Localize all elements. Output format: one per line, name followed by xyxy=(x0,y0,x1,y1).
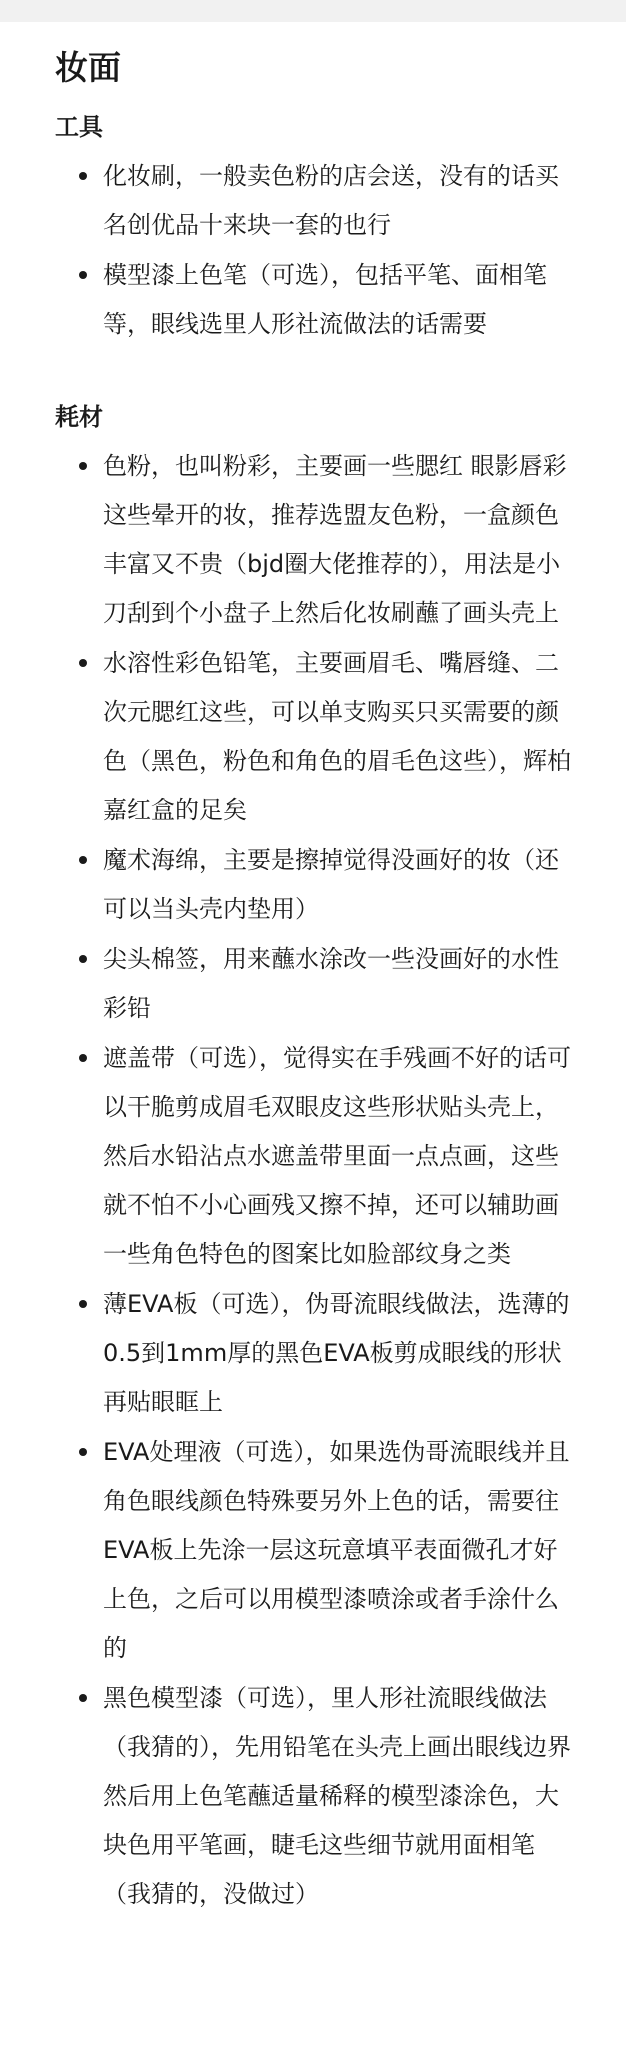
list-item xyxy=(0,1280,626,1427)
section-heading-tools: 工具 xyxy=(55,113,103,141)
materials-list xyxy=(0,442,626,1920)
list-item-text: 薄EVA板（可选），伪哥流眼线做法，选薄的0.5到1mm厚的黑色EVA板剪成眼线的形状再贴眼眶上 xyxy=(103,1290,570,1416)
page-title: 妆面 xyxy=(55,48,121,87)
bullet-icon xyxy=(79,172,87,180)
bullet-icon xyxy=(79,1694,87,1702)
bullet-icon xyxy=(79,856,87,864)
top-bar xyxy=(0,0,626,22)
list-item xyxy=(0,935,626,1033)
list-item-text: 水溶性彩色铅笔，主要画眉毛、嘴唇缝、二次元腮红这些，可以单支购买只买需要的颜色（黑色，粉色和角色的眉毛色这些），辉柏嘉红盒的足矣 xyxy=(103,649,571,824)
bullet-icon xyxy=(79,271,87,279)
list-item xyxy=(0,152,626,250)
list-item xyxy=(0,442,626,638)
list-item xyxy=(0,1674,626,1919)
list-item-text: 黑色模型漆（可选），里人形社流眼线做法（我猜的），先用铅笔在头壳上画出眼线边界然后用上色笔蘸适量稀释的模型漆涂色，大块色用平笔画，睫毛这些细节就用面相笔（我猜的，没做过） xyxy=(103,1684,571,1908)
bullet-icon xyxy=(79,1448,87,1456)
section-heading-materials: 耗材 xyxy=(55,403,103,431)
list-item-text: EVA处理液（可选），如果选伪哥流眼线并且角色眼线颜色特殊要另外上色的话，需要往EVA板上先涂一层这玩意填平表面微孔才好上色，之后可以用模型漆喷涂或者手涂什么的 xyxy=(103,1438,570,1662)
list-item xyxy=(0,836,626,934)
bullet-icon xyxy=(79,462,87,470)
bullet-icon xyxy=(79,1054,87,1062)
list-item-text: 色粉，也叫粉彩，主要画一些腮红 眼影唇彩这些晕开的妆，推荐选盟友色粉，一盒颜色丰富又不贵（bjd圈大佬推荐的），用法是小刀刮到个小盘子上然后化妆刷蘸了画头壳上 xyxy=(103,452,567,627)
bullet-icon xyxy=(79,955,87,963)
tools-list xyxy=(0,152,626,350)
list-item xyxy=(0,1034,626,1279)
list-item-text: 遮盖带（可选），觉得实在手残画不好的话可以干脆剪成眉毛双眼皮这些形状贴头壳上，然后水铅沾点水遮盖带里面一点点画，这些就不怕不小心画残又擦不掉，还可以辅助画一些角色特色的图案比如脸部纹身之类 xyxy=(103,1044,571,1268)
list-item-text: 模型漆上色笔（可选），包括平笔、面相笔等，眼线选里人形社流做法的话需要 xyxy=(103,261,547,338)
bullet-icon xyxy=(79,659,87,667)
list-item-text: 魔术海绵，主要是擦掉觉得没画好的妆（还可以当头壳内垫用） xyxy=(103,846,559,923)
list-item xyxy=(0,1428,626,1673)
list-item-text: 尖头棉签，用来蘸水涂改一些没画好的水性彩铅 xyxy=(103,945,559,1022)
list-item xyxy=(0,639,626,835)
list-item-text: 化妆刷，一般卖色粉的店会送，没有的话买名创优品十来块一套的也行 xyxy=(103,162,559,239)
list-item xyxy=(0,251,626,349)
bullet-icon xyxy=(79,1300,87,1308)
